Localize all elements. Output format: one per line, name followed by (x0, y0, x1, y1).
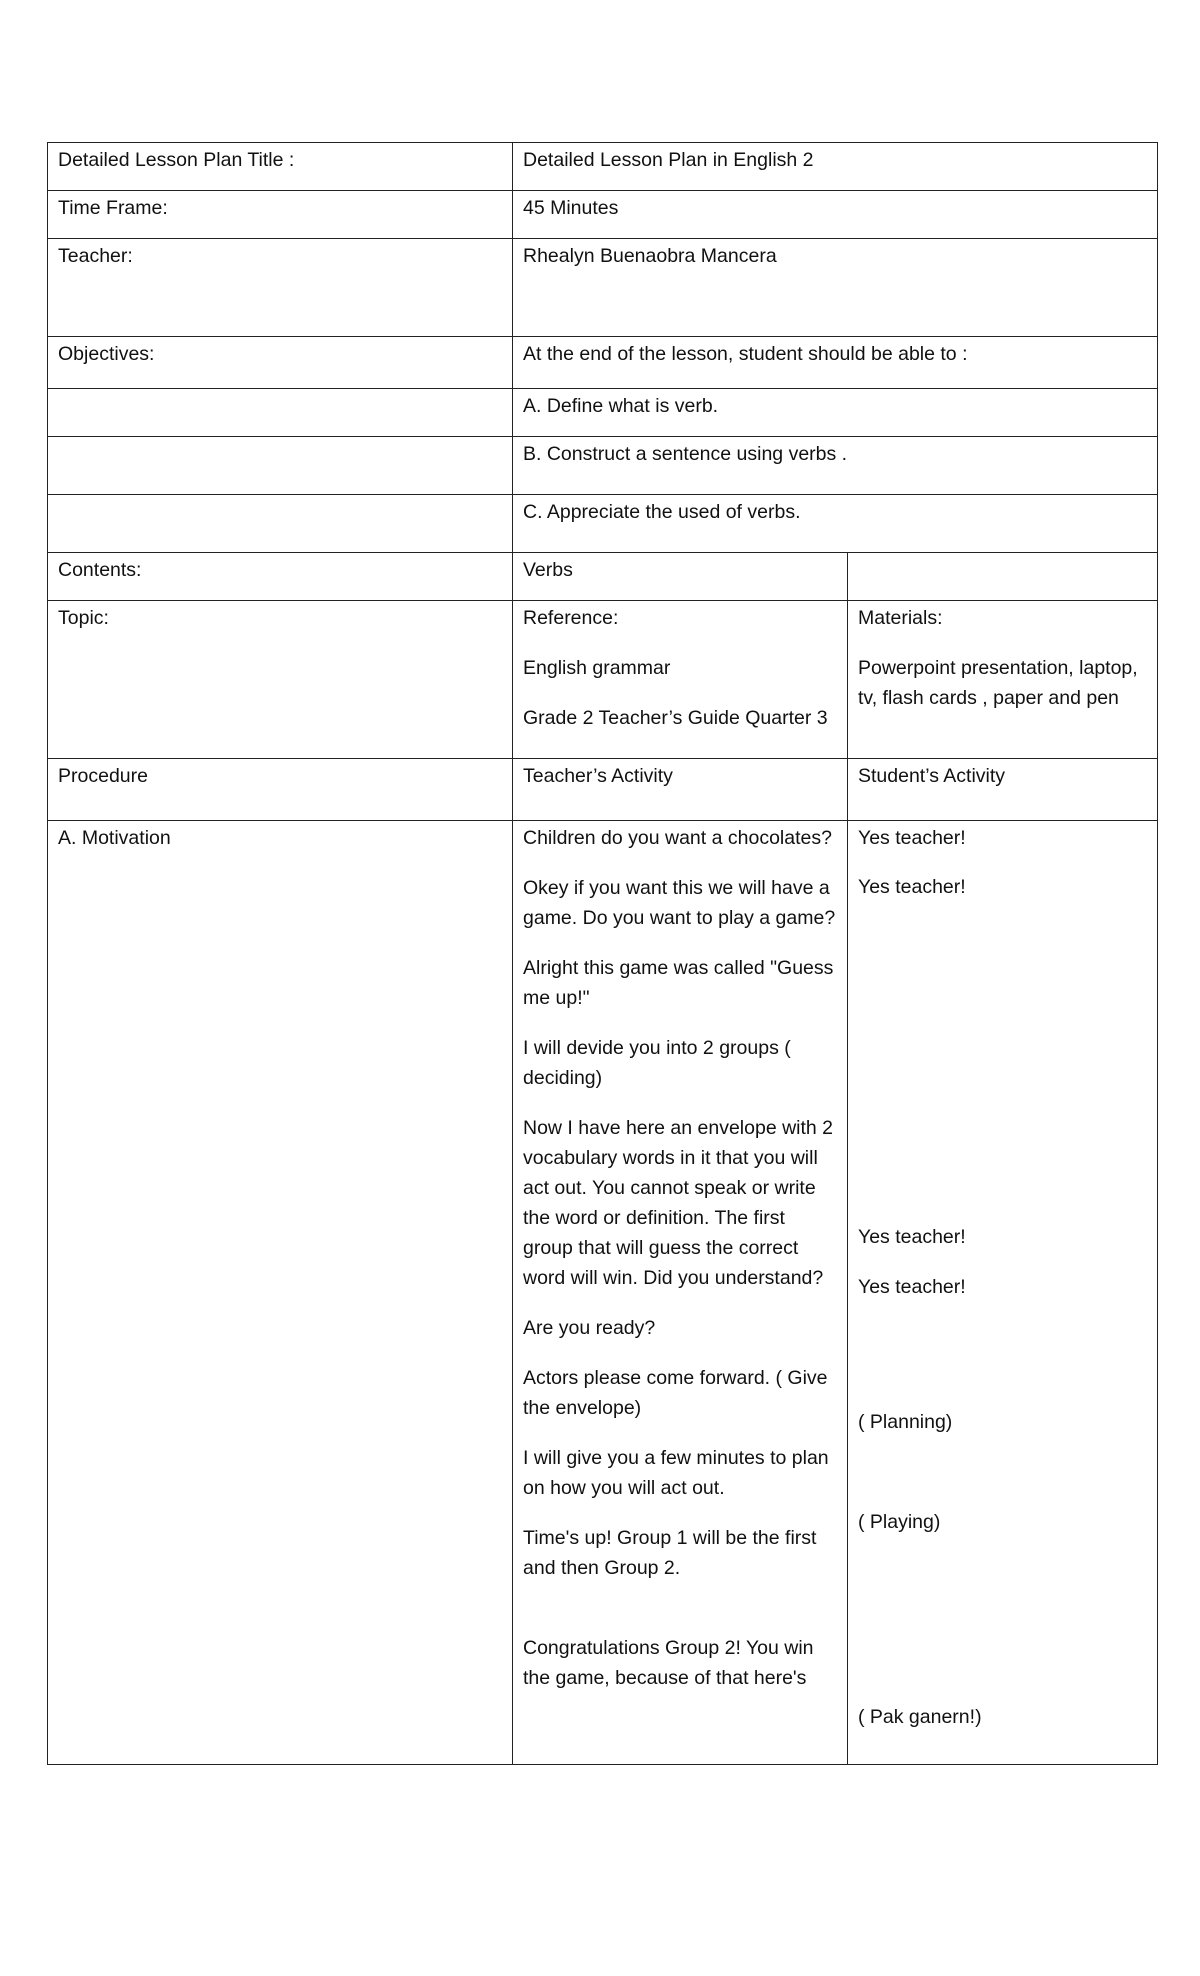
teacher-line: Children do you want a chocolates? (523, 827, 832, 849)
objective-a: A. Define what is verb. (513, 389, 1158, 437)
student-line: ( Pak ganern!) (858, 1706, 982, 1728)
empty-cell (48, 495, 513, 553)
student-activity-cell (848, 821, 1158, 1765)
student-activity-header: Student’s Activity (848, 759, 1158, 821)
teacher-activity-header: Teacher’s Activity (513, 759, 848, 821)
teacher-label: Teacher: (48, 239, 513, 337)
objective-c: C. Appreciate the used of verbs. (513, 495, 1158, 553)
teacher-row (48, 239, 1158, 337)
student-line: ( Playing) (858, 1511, 941, 1533)
teacher-activity-cell (513, 821, 848, 1765)
motivation-row (48, 821, 1158, 1765)
time-frame-value: 45 Minutes (513, 191, 1158, 239)
reference-item: English grammar (523, 657, 671, 679)
teacher-line: Are you ready? (523, 1317, 656, 1339)
objectives-intro: At the end of the lesson, student should be able to : (513, 337, 1158, 389)
reference-item: Grade 2 Teacher’s Guide Quarter 3 (523, 707, 828, 729)
contents-row (48, 553, 1158, 601)
teacher-line: Alright this game was called "Guess me up!" (523, 957, 834, 1009)
time-frame-label: Time Frame: (48, 191, 513, 239)
objective-b-row (48, 437, 1158, 495)
teacher-line: Congratulations Group 2! You win the game, because of that here's (523, 1637, 814, 1689)
objective-a-row (48, 389, 1158, 437)
empty-cell (48, 437, 513, 495)
contents-label: Contents: (48, 553, 513, 601)
objective-c-row (48, 495, 1158, 553)
teacher-value: Rhealyn Buenaobra Mancera (513, 239, 1158, 337)
procedure-label: Procedure (48, 759, 513, 821)
title-row (48, 143, 1158, 191)
empty-cell (848, 553, 1158, 601)
student-line: ( Planning) (858, 1411, 953, 1433)
reference-cell (513, 601, 848, 759)
topic-label: Topic: (48, 601, 513, 759)
teacher-line: Actors please come forward. ( Give the envelope) (523, 1367, 828, 1419)
objective-b: B. Construct a sentence using verbs . (513, 437, 1158, 495)
teacher-line: I will devide you into 2 groups ( deciding) (523, 1037, 791, 1089)
objectives-row (48, 337, 1158, 389)
objectives-label: Objectives: (48, 337, 513, 389)
student-line: Yes teacher! (858, 876, 966, 898)
title-label: Detailed Lesson Plan Title : (48, 143, 513, 191)
title-value: Detailed Lesson Plan in English 2 (513, 143, 1158, 191)
reference-label: Reference: (523, 607, 619, 629)
teacher-line: Okey if you want this we will have a game. Do you want to play a game? (523, 877, 836, 929)
lesson-plan-table (47, 142, 1158, 1765)
materials-cell (848, 601, 1158, 759)
student-line: Yes teacher! (858, 1226, 966, 1248)
procedure-row (48, 759, 1158, 821)
teacher-line: I will give you a few minutes to plan on how you will act out. (523, 1447, 829, 1499)
time-frame-row (48, 191, 1158, 239)
contents-value: Verbs (513, 553, 848, 601)
materials-value: Powerpoint presentation, laptop, tv, flash cards , paper and pen (858, 657, 1138, 709)
topic-row (48, 601, 1158, 759)
teacher-line: Now I have here an envelope with 2 vocabulary words in it that you will act out. You cannot speak or write the word or definition. The first group that will guess the correct word will win. Did you understand? (523, 1117, 834, 1289)
student-line: Yes teacher! (858, 1276, 966, 1298)
teacher-line: Time's up! Group 1 will be the first and then Group 2. (523, 1527, 817, 1579)
student-line: Yes teacher! (858, 827, 966, 849)
empty-cell (48, 389, 513, 437)
motivation-label: A. Motivation (48, 821, 513, 1765)
materials-label: Materials: (858, 607, 943, 629)
